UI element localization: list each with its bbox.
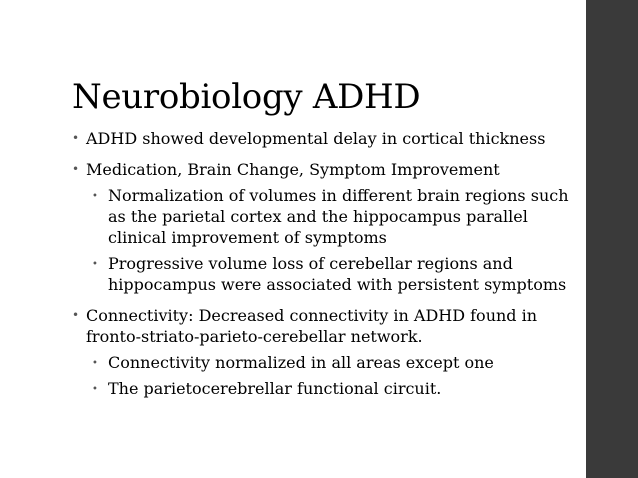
sub-bullet-dot-icon: • <box>92 259 98 270</box>
sub-bullet-dot-icon: • <box>92 384 98 395</box>
bullet-item <box>72 159 572 295</box>
bullet-dot-icon: • <box>72 308 80 322</box>
slide-title: Neurobiology ADHD <box>72 77 421 117</box>
sub-bullet-text: Connectivity normalized in all areas except one <box>108 353 494 372</box>
sub-bullet-text: Normalization of volumes in different brain regions such as the parietal cortex and the hippocampus parallel clinical improvement of symptoms <box>108 186 569 247</box>
bullet-dot-icon: • <box>72 131 80 145</box>
slide-sidebar-band <box>586 0 638 478</box>
sub-bullet-item <box>92 378 572 399</box>
sub-bullet-dot-icon: • <box>92 358 98 369</box>
bullet-text: Medication, Brain Change, Symptom Improvement <box>86 160 500 179</box>
bullet-item <box>72 128 572 149</box>
sub-bullet-text: Progressive volume loss of cerebellar regions and hippocampus were associated with persistent symptoms <box>108 254 567 294</box>
sub-bullet-dot-icon: • <box>92 191 98 202</box>
sub-bullet-item <box>92 185 572 248</box>
bullet-text: Connectivity: Decreased connectivity in ADHD found in fronto-striato-parieto-cerebellar network. <box>86 306 538 346</box>
sub-bullet-text: The parietocerebrellar functional circuit. <box>108 379 442 398</box>
sub-bullet-item <box>92 253 572 295</box>
slide-body <box>72 128 572 399</box>
bullet-text: ADHD showed developmental delay in cortical thickness <box>86 129 546 148</box>
bullet-dot-icon: • <box>72 162 80 176</box>
bullet-item <box>72 305 572 399</box>
sub-bullet-item <box>92 352 572 373</box>
